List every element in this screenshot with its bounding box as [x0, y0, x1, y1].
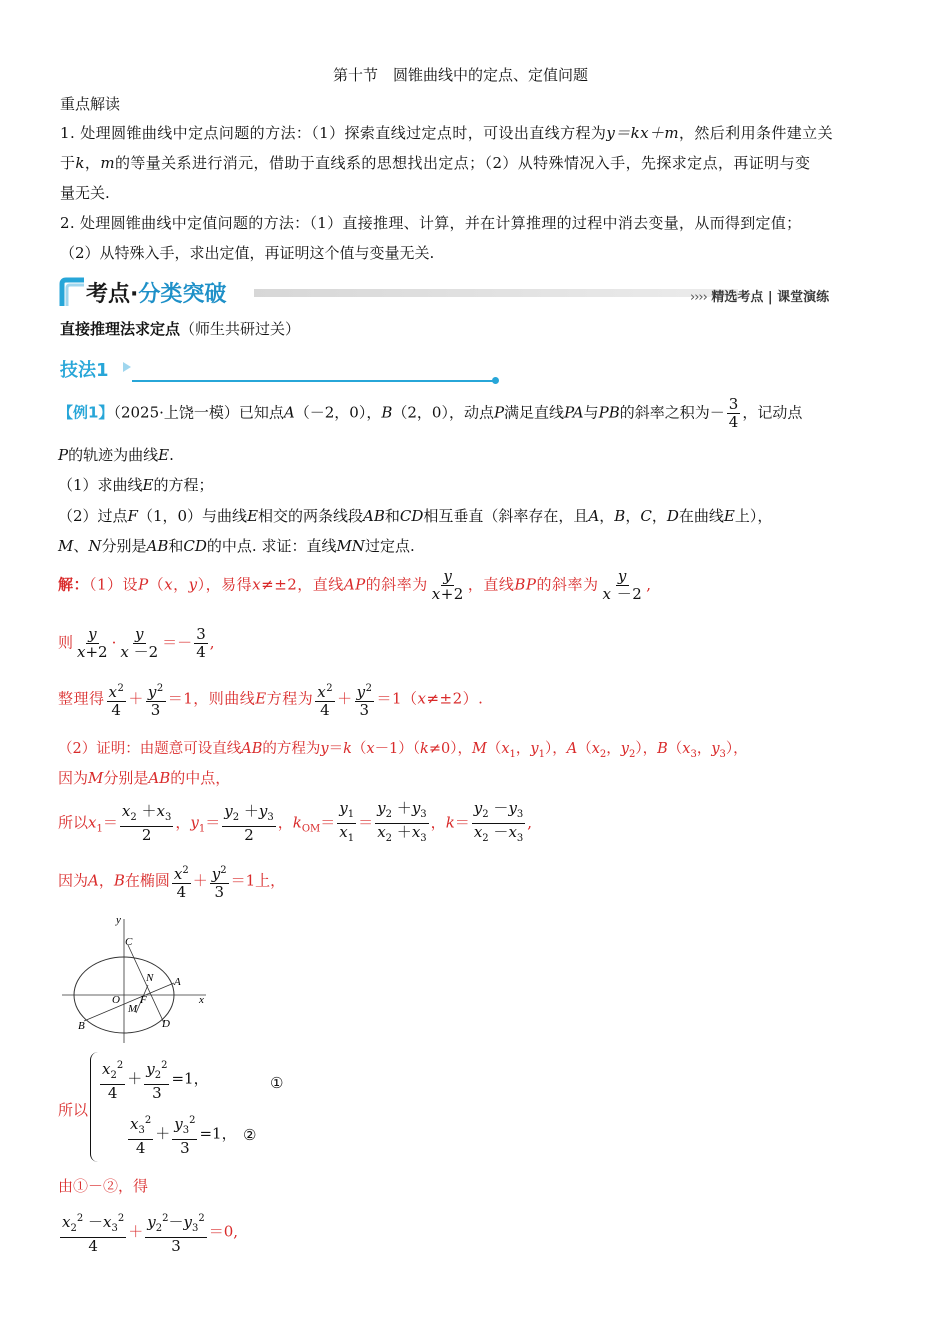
circle-1: ① [270, 1074, 284, 1092]
page-title: 第十节 圆锥曲线中的定点、定值问题 [333, 66, 589, 84]
key-points-heading: 重点解读 [60, 95, 121, 113]
solution-line-10: $\frac{x_2^2 -x_3^2}{4}$ ＋ $\frac{y_2^2-y_3^2}{3}$ ＝0, [58, 1210, 238, 1255]
solution-line-6: 所以$x_1=$ $\frac{x_2 +x_3}{2}$ ，$y_1=$ $\frac{y_2 +y_3}{2}$ ，$k_{OM}=$ $\frac{y_1}{x_1}$ ＝ $\frac{y_2 +y_3}{x_2 +x_3}$ ，k＝ $\frac{y_2 -y_3}{x_2 -x_3}$ , [58, 799, 533, 844]
key-point-1: 1. 处理圆锥曲线中定点问题的方法：（1）探索直线过定点时，可设出直线方程为y＝kx＋m，然后利用条件建立关 [60, 124, 833, 142]
solution-line-1: 解：（1）设P（x，y），易得x≠±2，直线AP的斜率为 $\frac{y}{x+2}$ ，直线BP的斜率为 $\frac{y}{x -2}$ , [58, 567, 652, 603]
banner-right: ›››› 精选考点 | 课堂演练 [690, 290, 830, 305]
fig-label-m: M [128, 1003, 138, 1015]
solution-line-9: 由①－②，得 [58, 1177, 149, 1195]
fig-label-o: O [112, 994, 120, 1006]
chevrons-icon: ›››› [690, 290, 707, 305]
solution-line-5: 因为M分别是AB的中点， [58, 769, 231, 787]
fig-label-b: B [78, 1020, 85, 1032]
example-q1: （1）求曲线E的方程； [58, 476, 214, 494]
fig-label-n: N [146, 972, 154, 984]
solution-line-2: 则 $\frac{y}{x+2}$ · $\frac{y}{x -2}$ ＝－ $\frac{3}{4}$ , [58, 625, 215, 661]
banner-bracket-icon [58, 276, 88, 310]
fig-label-d: D [162, 1018, 170, 1030]
banner-title-a: 考点· [86, 282, 139, 307]
system-eq-1: $\frac{x_2^2}{4}$ ＋ $\frac{y_2^2}{3}$ =1， [98, 1057, 209, 1102]
example-line-1: 【例1】（2025·上饶一模）已知点A（－2，0），B（2，0），动点P满足直线PA与PB的斜率之积为－ $\frac{3}{4}$ ，记动点 [58, 395, 803, 431]
example-q2: （2）过点F（1，0）与曲线E相交的两条线段AB和CD相互垂直（斜率存在，且A，B，C，D在曲线E上）， [58, 507, 773, 525]
banner-title-b: 分类突破 [138, 282, 227, 307]
solution-line-3: 整理得 $\frac{x^2}{4}$ ＋ $\frac{y^2}{3}$ ＝1，则曲线E方程为 $\frac{x^2}{4}$ ＋ $\frac{y^2}{3}$ ＝1（x≠±2）. [58, 680, 483, 719]
triangle-icon [122, 361, 132, 373]
fig-label-x: x [199, 994, 204, 1006]
key-point-1-end: 量无关. [60, 184, 110, 202]
key-point-2-cont: （2）从特殊入手，求出定值，再证明这个值与变量无关. [60, 244, 435, 262]
skill-tag: 技法1 [60, 356, 440, 382]
banner-bar [254, 289, 738, 297]
solution-line-4: （2）证明：由题意可设直线AB的方程为y＝k（x－1）（k≠0），$M(x_1$，$y_1$），$A(x_2$，$y_2$），$B(x_3$，$y_3$）， [58, 741, 748, 760]
system-eq-2: $\frac{x_3^2}{4}$ ＋ $\frac{y_3^2}{3}$ =1， [126, 1112, 237, 1157]
section-banner [58, 276, 858, 310]
circle-2: ② [243, 1126, 257, 1144]
example-q2-cont: M、N分别是AB和CD的中点. 求证：直线MN过定点. [58, 537, 415, 555]
solution-line-8: 所以 [58, 1101, 89, 1119]
section-heading: 直接推理法求定点（师生共研过关） [60, 320, 301, 338]
fig-label-a: A [174, 976, 181, 988]
key-point-1-cont: 于k，m的等量关系进行消元，借助于直线系的思想找出定点；（2）从特殊情况入手，先探求定点，再证明与变 [60, 154, 811, 172]
fig-label-c: C [125, 936, 133, 948]
solution-line-7: 因为A，B在椭圆 $\frac{x^2}{4}$ ＋ $\frac{y^2}{3}$ ＝1上， [58, 862, 285, 901]
ellipse-figure [56, 915, 216, 1045]
fig-label-f: F [140, 994, 147, 1006]
fig-label-y: y [116, 915, 121, 926]
key-point-2: 2. 处理圆锥曲线中定值问题的方法：（1）直接推理、计算，并在计算推理的过程中消去变量，从而得到定值； [60, 214, 802, 232]
example-line-2: P的轨迹为曲线E. [58, 446, 174, 464]
